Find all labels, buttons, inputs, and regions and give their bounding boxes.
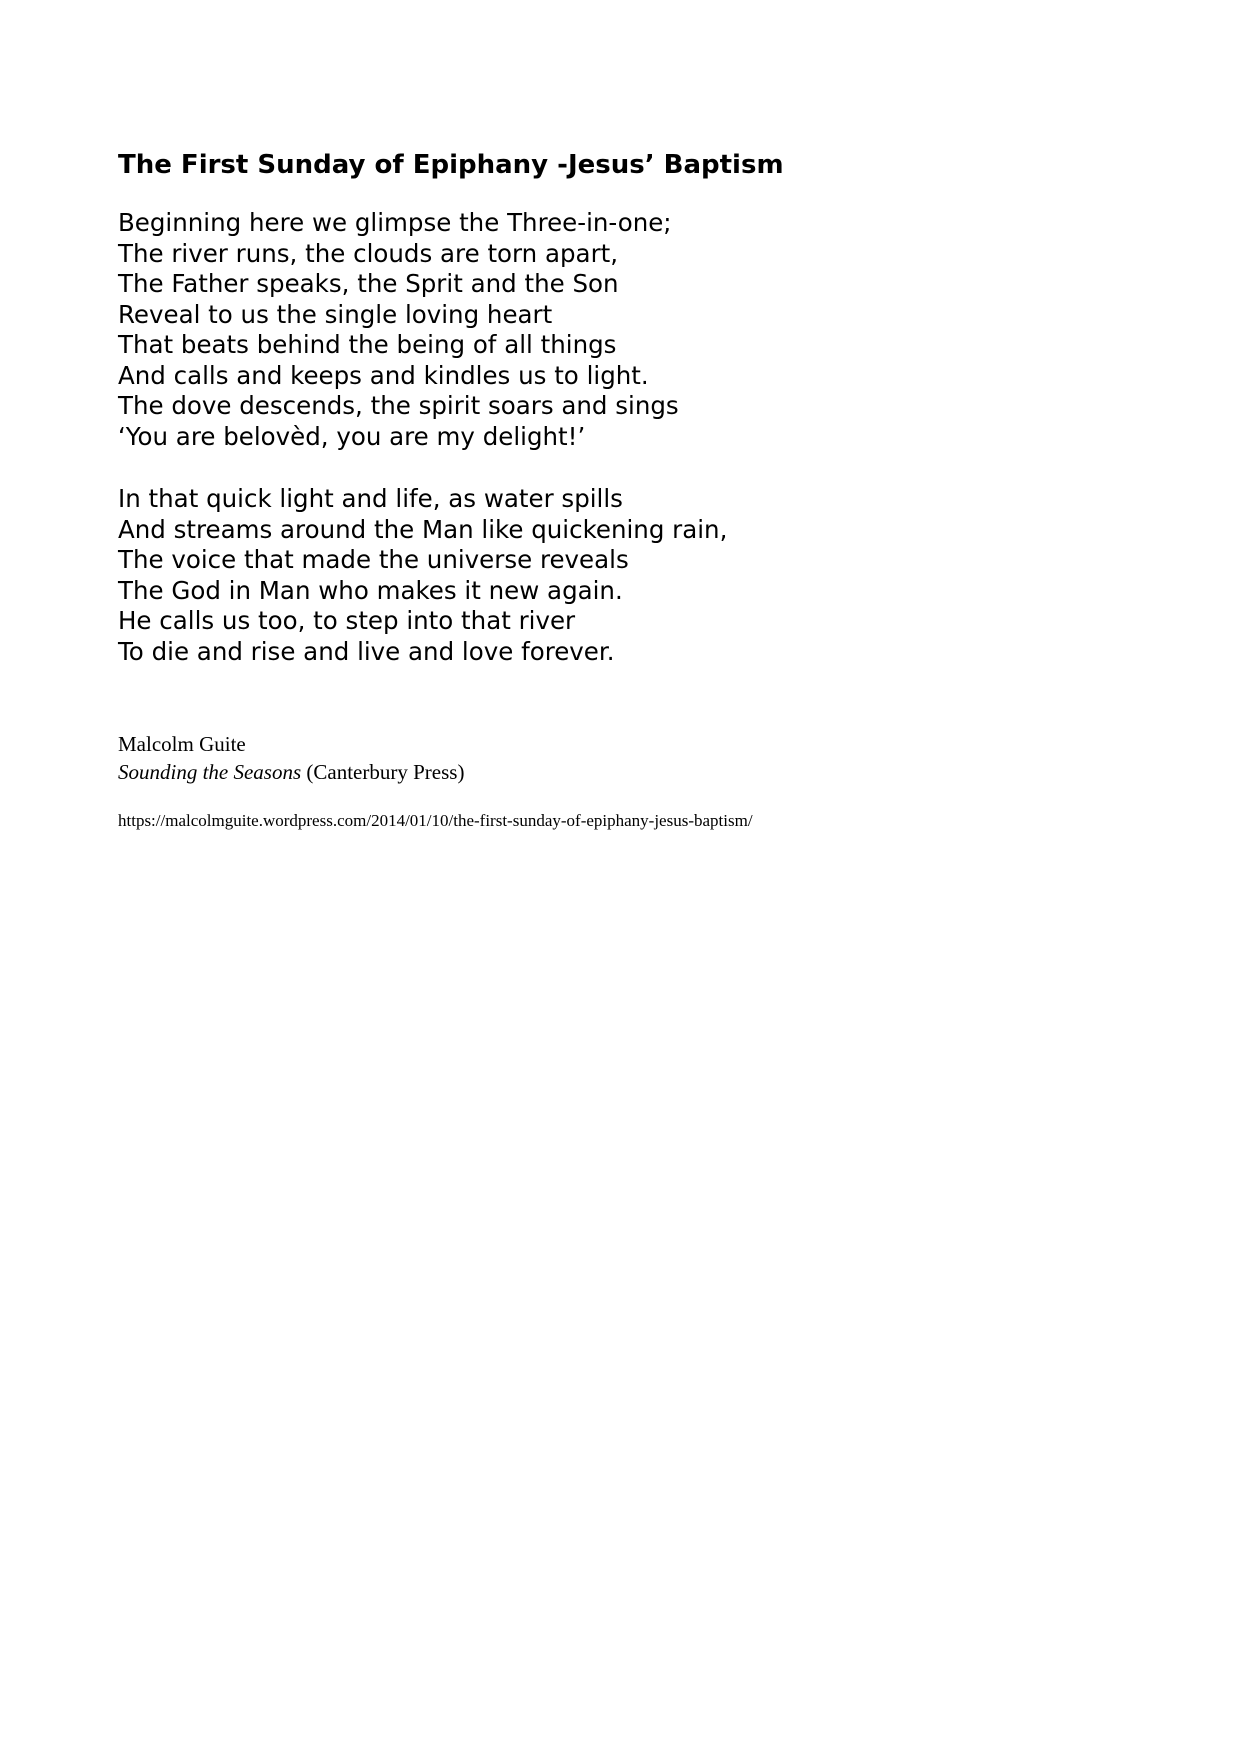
poem-line: And calls and keeps and kindles us to light. (118, 360, 649, 390)
poem-line: He calls us too, to step into that river (118, 606, 576, 635)
book-title: Sounding the Seasons (118, 760, 302, 784)
poem-line: To die and rise and live and love forever. (118, 636, 615, 666)
poem-line: And streams around the Man like quickening rain, (118, 514, 728, 544)
poem-line: The God in Man who makes it new again. (118, 575, 623, 605)
poem-line: The voice that made the universe reveals (118, 545, 629, 574)
poem-line: The river runs, the clouds are torn apart, (118, 238, 619, 268)
publisher: (Canterbury Press) (301, 760, 465, 784)
poem-line: The Father speaks, the Sprit and the Son (118, 269, 619, 298)
source-url-link[interactable]: https://malcolmguite.wordpress.com/2014/01/10/the-first-sunday-of-epiphany-jesus-baptism/ (118, 811, 753, 830)
poem-line: Reveal to us the single loving heart (118, 299, 553, 329)
stanza-2 (118, 484, 727, 667)
poem-line: In that quick light and life, as water spills (118, 484, 623, 513)
poem-line: Beginning here we glimpse the Three-in-one; (118, 208, 672, 237)
author-name: Malcolm Guite (118, 732, 246, 756)
poem-line: The dove descends, the spirit soars and sings (118, 391, 679, 420)
stanza-1 (118, 208, 679, 452)
poem-line: ‘You are belovèd, you are my delight!’ (118, 421, 586, 451)
attribution (118, 730, 464, 786)
book-citation (118, 758, 464, 786)
poem-title: The First Sunday of Epiphany -Jesus’ Baptism (118, 150, 784, 180)
poem-line: That beats behind the being of all things (118, 330, 617, 359)
